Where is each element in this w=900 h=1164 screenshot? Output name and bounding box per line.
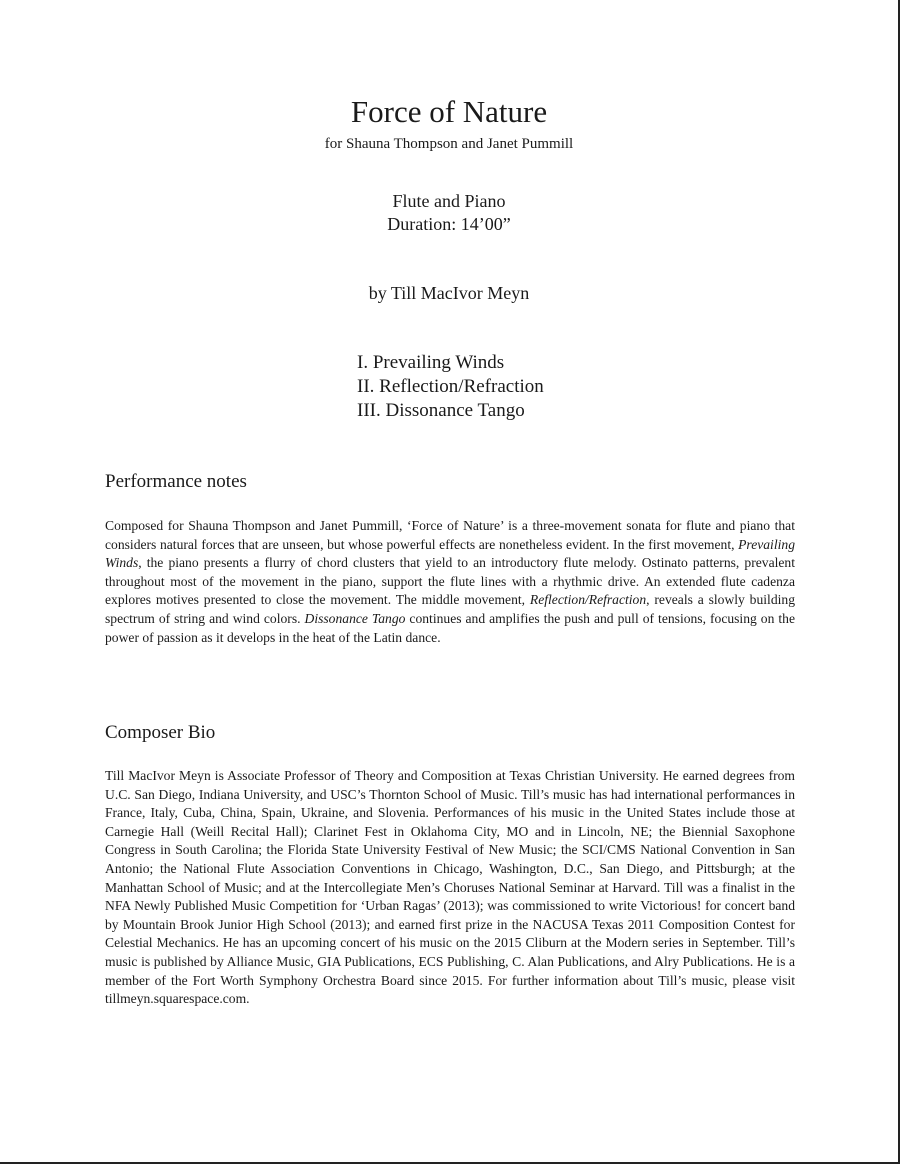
instrumentation: Flute and Piano	[392, 191, 506, 211]
notes-text: continues and amplifies the push and pull of tensions, focusing on the power of passion as it develops in the heat of the Latin dance.	[105, 610, 795, 645]
page-title: Force of Nature	[350, 94, 548, 129]
instrumentation-block	[0, 190, 898, 236]
composer-bio-paragraph: Till MacIvor Meyn is Associate Professor of Theory and Composition at Texas Christian University. He earned degrees from U.C. San Diego, Indiana University, and USC’s Thornton School of Music. Till’s music has had international performances in France, Italy, Cuba, China, Spain, Ukraine, and Slovenia. Performances of his music in the United States include those at Carnegie Hall (Weill Recital Hall); Clarinet Fest in Oklahoma City, MO and in Lincoln, NE; the Biennial Saxophone Congress in South Carolina; the Florida State University Festival of New Music; the SCI/CMS National Convention in San Antonio; the National Flute Association Conventions in Chicago, Washington, D.C., San Diego, and Pittsburgh; at the Manhattan School of Music; and at the Intercollegiate Men’s Choruses National Seminar at Harvard. Till was a finalist in the NFA Newly Published Music Competition for ‘Urban Ragas’ (2013); was commissioned to write Victorious! for concert band by Mountain Brook Junior High School (2013); and earned first prize in the NACUSA Texas 2011 Composition Contest for Celestial Mechanics. He has an upcoming concert of his music on the 2015 Cliburn at the Modern series in September. Till’s music is published by Alliance Music, GIA Publications, ECS Publishing, C. Alan Publications, and Alry Publications. He is a member of the Fort Worth Symphony Orchestra Board since 2015. For further information about Till’s music, please visit tillmeyn.squarespace.com.	[105, 768, 795, 1007]
movement-title-italic: Reflection/Refraction	[529, 592, 647, 608]
movement-item: II. Reflection/Refraction	[357, 376, 544, 397]
notes-text: , the piano presents a flurry of chord clusters that yield to an introductory flute melody. Ostinato patterns, prevalent throughout most of the movement in the piano, support the flute lines with a rhythmic drive. An extended flute cadenza explores motives presented to close the movement. The middle movement,	[105, 555, 795, 608]
performance-notes-heading: Performance notes	[105, 471, 247, 492]
notes-text: , reveals a slowly building spectrum of string and wind colors.	[105, 592, 796, 626]
movement-title-italic: Dissonance Tango	[304, 610, 406, 626]
dedication: for Shauna Thompson and Janet Pummill	[324, 136, 574, 152]
composer-bio-heading: Composer Bio	[105, 722, 216, 743]
notes-text: Composed for Shauna Thompson and Janet Pummill, ‘Force of Nature’ is a three-movement sonata for flute and piano that considers natural forces that are unseen, but whose powerful effects are nonetheless evident. In the first movement,	[105, 518, 795, 552]
movement-item: III. Dissonance Tango	[357, 400, 525, 421]
composer-credit: by Till MacIvor Meyn	[368, 283, 530, 303]
duration: Duration: 14’00”	[387, 214, 511, 234]
movement-list	[357, 351, 544, 423]
performance-notes-paragraph	[105, 517, 795, 647]
movement-title-italic: Prevailing Winds	[105, 536, 795, 571]
movement-item: I. Prevailing Winds	[357, 352, 505, 373]
